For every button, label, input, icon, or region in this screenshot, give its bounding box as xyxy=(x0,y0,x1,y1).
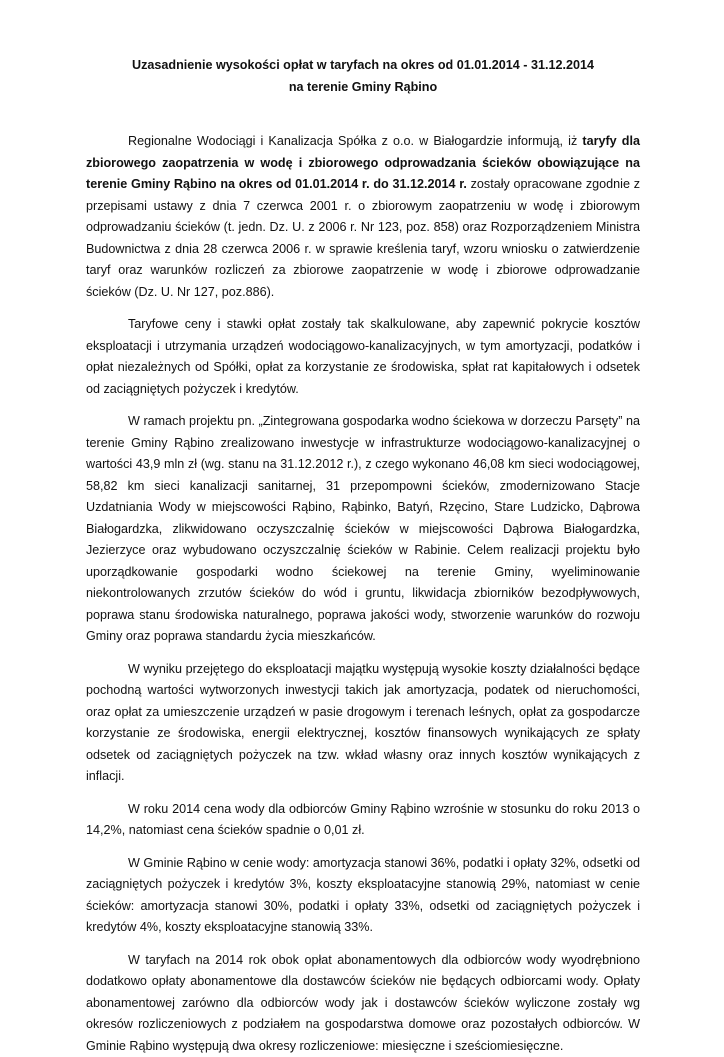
paragraph-operating-costs: W wyniku przejętego do eksploatacji majątku występują wysokie koszty działalności będące pochodną wartości wytworzonych inwestycji takich jak amortyzacja, podatek od nieruchomości, oraz opłat za umieszczenie urządzeń w pasie drogowym i terenach leśnych, opłat za gospodarcze korzystanie ze środowiska, energii elektrycznej, kosztów finansowych wynikających ze spłaty odsetek od zaciągniętych pożyczek na tzw. wkład własny oraz innych kosztów wynikających z inflacji. xyxy=(86,659,640,788)
paragraph-cost-structure: W Gminie Rąbino w cenie wody: amortyzacja stanowi 36%, podatki i opłaty 32%, odsetki od zaciągniętych pożyczek i kredytów 3%, koszty eksploatacyjne stanowią 29%, natomiast w cenie ścieków: amortyzacja stanowi 30%, podatki i opłaty 33%, odsetki od zaciągniętych pożyczek i kredytów 4%, koszty eksploatacyjne stanowią 33%. xyxy=(86,853,640,939)
document-page xyxy=(86,55,640,1057)
paragraph-price-change: W roku 2014 cena wody dla odbiorców Gminy Rąbino wzrośnie w stosunku do roku 2013 o 14,2%, natomiast cena ścieków spadnie o 0,01 zł. xyxy=(86,799,640,842)
paragraph-subscription-fees: W taryfach na 2014 rok obok opłat abonamentowych dla odbiorców wody wyodrębniono dodatkowo opłaty abonamentowe dla dostawców ścieków nie będących odbiorcami wody. Opłaty abonamentowej zarówno dla odbiorców wody jak i dostawców ścieków wyliczone zostały wg okresów rozliczeniowych z podziałem na gospodarstwa domowe oraz pozostałych odbiorców. W Gminie Rąbino występują dwa okresy rozliczeniowe: miesięczne i sześciomiesięczne. xyxy=(86,950,640,1057)
paragraph-intro-bold: taryfy dla zbiorowego zaopatrzenia w wodę i zbiorowego odprowadzania ścieków obowiązujące na terenie Gminy Rąbino na okres od 01.01.2014 r. do 31.12.2014 r. xyxy=(86,134,640,191)
title-line-2: na terenie Gminy Rąbino xyxy=(86,77,640,99)
paragraph-intro-text-2: zostały opracowane zgodnie z przepisami ustawy z dnia 7 czerwca 2001 r. o zbiorowym zaopatrzeniu w wodę i zbiorowym odprowadzaniu ścieków (t. jedn. Dz. U. z 2006 r. Nr 123, poz. 858) oraz Rozporządzeniem Ministra Budownictwa z dnia 28 czerwca 2006 r. w sprawie kreślenia taryf, wzoru wniosku o zatwierdzenie taryf oraz warunków rozliczeń za zbiorowe zaopatrzenie w wodę i zbiorowe odprowadzanie ścieków (Dz. U. Nr 127, poz.886). xyxy=(86,177,640,299)
document-title xyxy=(86,55,640,98)
title-line-1: Uzasadnienie wysokości opłat w taryfach na okres od 01.01.2014 - 31.12.2014 xyxy=(86,55,640,77)
paragraph-intro xyxy=(86,131,640,303)
paragraph-project: W ramach projektu pn. „Zintegrowana gospodarka wodno ściekowa w dorzeczu Parsęty” na terenie Gminy Rąbino zrealizowano inwestycje w infrastrukturze wodociągowo-kanalizacyjnej o wartości 43,9 mln zł (wg. stanu na 31.12.2012 r.), z czego wykonano 46,08 km sieci wodociągowej, 58,82 km sieci kanalizacji sanitarnej, 31 przepompowni ścieków, zmodernizowano Stacje Uzdatniania Wody w miejscowości Rąbino, Rąbinko, Batyń, Rzęcino, Stare Ludzicko, Dąbrowa Białogardzka, zlikwidowano oczyszczalnię ścieków w miejscowości Dąbrowa Białogardzka, Jezierzyce oraz wybudowano oczyszczalnię ścieków w Rabinie. Celem realizacji projektu było uporządkowanie gospodarki wodno ściekowej na terenie Gminy, wyeliminowanie niekontrolowanych zrzutów ścieków do wód i gruntu, likwidacja zbiorników bezodpływowych, poprawa stanu środowiska naturalnego, poprawa jakości wody, stworzenie warunków do rozwoju Gminy oraz poprawa standardu życia mieszkańców. xyxy=(86,411,640,648)
paragraph-intro-text-1: Regionalne Wodociągi i Kanalizacja Spółka z o.o. w Białogardzie informują, iż xyxy=(128,134,582,148)
paragraph-tariff-costs: Taryfowe ceny i stawki opłat zostały tak skalkulowane, aby zapewnić pokrycie kosztów eksploatacji i utrzymania urządzeń wodociągowo-kanalizacyjnych, w tym amortyzacji, podatków i opłat niezależnych od Spółki, opłat za korzystanie ze środowiska, spłat rat kapitałowych i odsetek od zaciągniętych pożyczek i kredytów. xyxy=(86,314,640,400)
